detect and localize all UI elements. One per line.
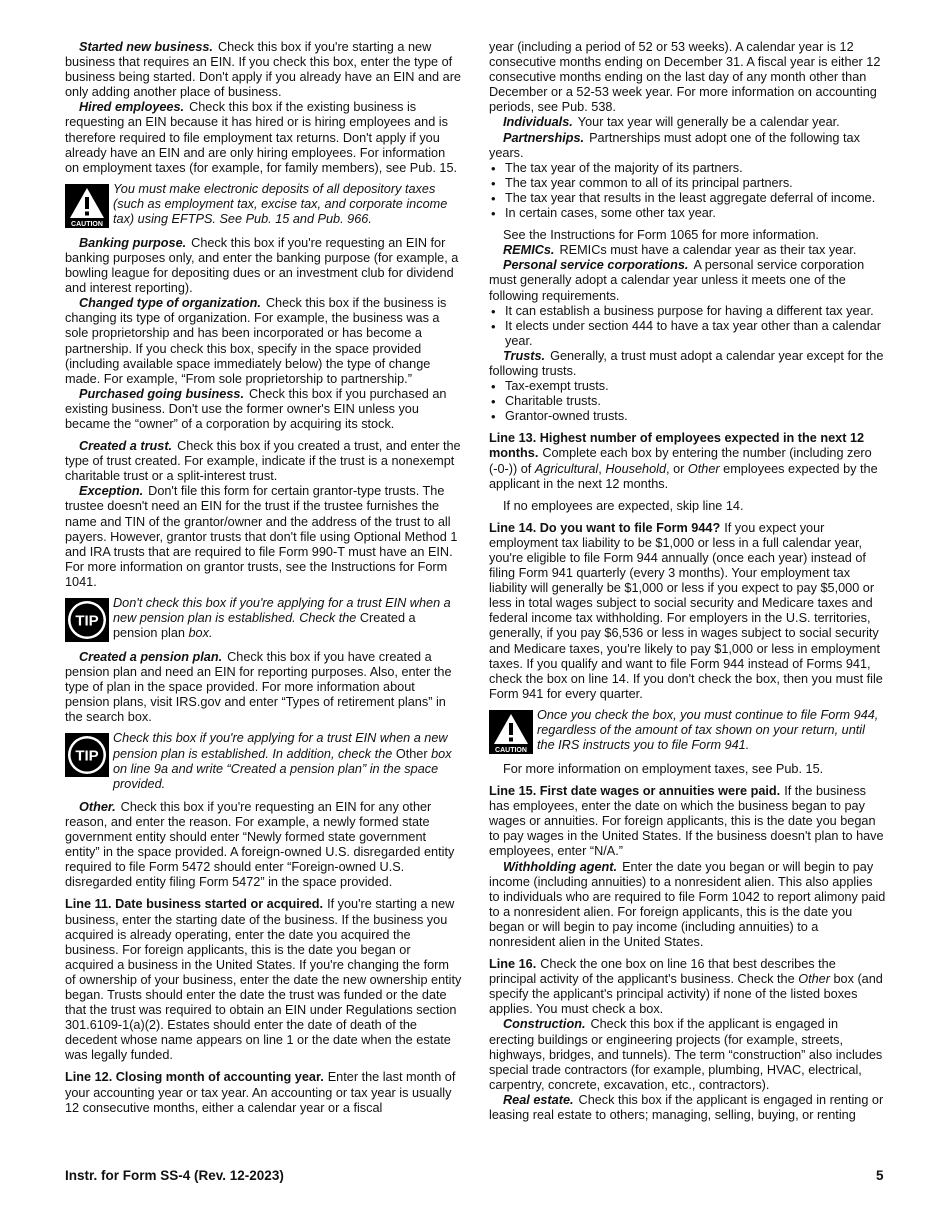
list-item: • In certain cases, some other tax year. (489, 206, 886, 221)
svg-text:TIP: TIP (75, 747, 99, 765)
run-in-head: Trusts. (503, 348, 546, 363)
tip-text-part: Don't check this box if you're applying for a trust EIN when a new pension plan is established. Check the (113, 596, 451, 626)
line-heading: Line 11. Date business started or acquired. (65, 897, 324, 912)
para-pub-15: For more information on employment taxes, see Pub. 15. (503, 761, 824, 776)
run-in-head: Banking purpose. (79, 235, 187, 250)
psc-requirements-list (489, 304, 886, 349)
list-item: • Grantor-owned trusts. (489, 409, 886, 424)
tip-text-part: box. (188, 626, 213, 641)
left-column (65, 40, 462, 1116)
tip-text-part: box on line 9a and write “Created a pension plan” in the space provided. (113, 746, 452, 791)
para-hired-employees (65, 100, 462, 175)
right-column (489, 40, 886, 1123)
para-body: If you're starting a new business, enter the starting date of the business. If the business you acquired is already operating, enter the date you acquired the business. For foreign applicants, this is the date you began or acquired a business in the United States. If you're changing the form of ownership of your business, enter the date the new ownership entity began. Trusts should enter the date the trust was funded or the date that the trust was required to obtain an EIN under Regulations section 301.6109-1(a)(2). Estates should enter the date of death of the decedent whose name appears on line 1 or the date when the estate was legally funded. (65, 897, 462, 1063)
para-construction (489, 1017, 886, 1092)
tip-icon (65, 598, 109, 642)
para-created-trust (65, 439, 462, 484)
footer-form-title: Instr. for Form SS-4 (Rev. 12-2023) (65, 1168, 284, 1183)
line-heading: Line 16. (489, 957, 537, 972)
tip-text (65, 731, 462, 791)
list-item: • Tax-exempt trusts. (489, 379, 886, 394)
line-heading: Line 14. Do you want to file Form 944? (489, 520, 721, 535)
para-body: REMICs must have a calendar year as their tax year. (559, 243, 857, 258)
tip-note-trust-ein (65, 596, 462, 642)
para-line-11 (65, 897, 462, 1063)
list-item: • The tax year common to all of its principal partners. (489, 176, 886, 191)
para-body: Check the one box on line 16 that best describes the principal activity of the applicant's business. Check the (489, 957, 836, 987)
para-body: Check this box if you purchased an existing business. Don't use the former owner's EIN unless you became the “owner” of a corporation by acquiring its stock. (65, 386, 447, 431)
para-body: Check this box if you created a trust, and enter the type of trust created. For example, indicate if the trust is a nonexempt charitable trust or a split-interest trust. (65, 439, 461, 484)
run-in-head: Construction. (503, 1017, 586, 1032)
para-no-employees: If no employees are expected, skip line 14. (503, 498, 744, 513)
caution-text: Once you check the box, you must continue to file Form 944, regardless of the amount of tax shown on your return, until the IRS instructs you to file Form 941. (537, 707, 879, 753)
para-body: Enter the date you began or will begin to pay income (including annuities) to a nonresident alien. This also applies to individuals who are required to file Form 1042 to report alimony paid to a nonresident alien. For foreign applicants, this is the date you began or will begin to pay income (including annuities) to a nonresident alien in the United States. (489, 859, 886, 949)
para-line-13 (489, 431, 886, 491)
para-body: employees expected by the applicant in the next 12 months. (489, 461, 878, 491)
caution-icon (65, 184, 109, 228)
tip-text-box-name: Created a pension plan (113, 611, 416, 641)
para-body: Complete each box by entering the number (including zero (-0-)) of (489, 446, 872, 476)
line-heading: Line 12. Closing month of accounting year. (65, 1070, 324, 1085)
run-in-head: Hired employees. (79, 100, 185, 115)
para-body: Generally, a trust must adopt a calendar year except for the following trusts. (489, 348, 884, 378)
para-banking-purpose (65, 236, 462, 296)
para-body: If you expect your employment tax liability to be $1,000 or less in a full calendar year, you're eligible to file Form 944 annually (once each year) instead of filing Form 941 quarterly (every 3 months). Your employment tax liability will generally be $1,000 or less if you expect to pay $5,000 or less in total wages subject to social security and Medicare taxes and federal income tax withholding. For employers in the U.S. territories, generally, if you pay $6,536 or less in wages subject to social security and Medicare taxes, you're likely to pay $1,000 or less in employment taxes. If you qualify and want to file Form 944 instead of Forms 941, check the box on line 14. If you don't check the box, then you must file Form 941 for every quarter. (489, 520, 883, 701)
para-personal-service-corporations (489, 258, 886, 303)
caution-text: You must make electronic deposits of all depository taxes (such as employment tax, excise tax, and corporate income tax) using EFTPS. See Pub. 15 and Pub. 966. (113, 181, 448, 227)
run-in-head: Individuals. (503, 115, 573, 130)
para-partnerships (489, 131, 886, 161)
caution-note-form-944 (489, 708, 886, 754)
run-in-head: Real estate. (503, 1092, 574, 1107)
list-item: • It elects under section 444 to have a tax year other than a calendar year. (489, 319, 886, 349)
tip-text (113, 596, 462, 641)
para-body: If the business has employees, enter the date on which the business began to pay wages or annuities. For foreign applicants, this is the date you began to pay wages in the United States. If the business doesn't plan to have employees, enter “N/A.” (489, 784, 884, 859)
partnership-tax-year-list (489, 161, 886, 221)
para-body: A personal service corporation must generally adopt a calendar year unless it meets one of the following requirements. (489, 258, 865, 303)
tip-icon (65, 733, 109, 777)
list-item: • The tax year that results in the least aggregate deferral of income. (489, 191, 886, 206)
para-body: Check this box if you're requesting an EIN for any other reason, and enter the reason. For example, a newly formed state government entity should enter “Newly formed state government entity” in the space provided. A foreign-owned U.S. disregarded entity required to file Form 5472 should enter “Foreign-owned U.S. disregarded entity filing Form 5472” in the space provided. (65, 799, 455, 890)
employee-type: Other (687, 461, 720, 476)
para-other (65, 800, 462, 891)
run-in-head: REMICs. (503, 243, 555, 258)
para-body: Enter the last month of your accounting year or tax year. An accounting or tax year is usually 12 consecutive months, either a calendar year or a fiscal (65, 1070, 456, 1115)
tip-text-part: Check this box if you're applying for a trust EIN when a new pension plan is established. In addition, check the (113, 731, 448, 761)
para-line-12 (65, 1070, 462, 1115)
para-body: Don't file this form for certain grantor-type trusts. The trustee doesn't need an EIN for the trust if the trustee furnishes the name and TIN of the grantor/owner and the address of the trust to all payers. However, grantor trusts that don't file using Optional Method 1 and IRA trusts that are required to file Form 990-T must have an EIN. For more information on grantor trusts, see the Instructions for Form 1041. (65, 484, 458, 589)
para-line-12-continued: year (including a period of 52 or 53 weeks). A calendar year is 12 consecutive months ending on December 31. A fiscal year is either 12 consecutive months ending on the last day of any month other than December or a 52-53 week year. For more information on accounting periods, see Pub. 538. (489, 40, 881, 115)
line-heading: Line 15. First date wages or annuities were paid. (489, 784, 781, 799)
para-see-1065: See the Instructions for Form 1065 for more information. (503, 228, 819, 243)
para-body: , or (666, 461, 685, 476)
para-body: , (598, 461, 602, 476)
run-in-head: Exception. (79, 484, 144, 499)
line-heading: Line 13. Highest number of employees expected in the next 12 months. (489, 431, 865, 461)
para-body: Partnerships must adopt one of the following tax years. (489, 130, 860, 160)
svg-text:TIP: TIP (75, 612, 99, 630)
run-in-head: Started new business. (79, 40, 213, 54)
list-item: • Charitable trusts. (489, 394, 886, 409)
para-remics (489, 243, 886, 258)
para-started-new-business (65, 40, 462, 100)
para-line-14 (489, 521, 886, 702)
para-body: Your tax year will generally be a calendar year. (577, 115, 840, 130)
svg-text:CAUTION: CAUTION (71, 220, 103, 228)
svg-text:CAUTION: CAUTION (495, 746, 527, 754)
para-body: Check this box if the existing business is requesting an EIN because it has hired or is hiring employees and is therefore required to file employment tax returns. Don't apply if you already have an EIN and are only hiring employees. For information on employment taxes (for example, for family members), see Pub. 15. (65, 100, 458, 175)
employee-type: Agricultural (534, 461, 599, 476)
list-item: • The tax year of the majority of its partners. (489, 161, 886, 176)
run-in-head: Personal service corporations. (503, 258, 689, 273)
para-body: box (and specify the applicant's principal activity) if none of the listed boxes applies. You must check a box. (489, 972, 883, 1017)
para-body: Check this box if the business is changing its type of organization. For example, the business was a sole proprietorship and has been incorporated or has become a partnership. If you check this box, specify in the space provided (including available space immediately below) the type of change made. For example, “From sole proprietorship to partnership.” (65, 296, 447, 386)
para-individuals (489, 115, 886, 130)
page-number: 5 (876, 1168, 884, 1183)
para-body: Check this box if you're requesting an EIN for banking purposes only, and enter the banking purpose (for example, a bowling league for depositing dues or an investment club for dividend and interest reporting). (65, 235, 459, 296)
para-body: Check this box if the applicant is engaged in erecting buildings or engineering projects (for example, streets, highways, bridges, and tunnels). The term “construction” also includes special trade contractors (for example, plumbing, HVAC, electrical, carpentry, concrete, excavation, etc., contractors). (489, 1017, 883, 1092)
caution-icon (489, 710, 533, 754)
para-created-pension-plan (65, 650, 462, 725)
para-real-estate (489, 1093, 886, 1123)
para-body: Check this box if you're starting a new business that requires an EIN. If you check this box, enter the type of business being started. Don't apply if you already have an EIN and are only adding another place of business. (65, 40, 461, 100)
para-line-15 (489, 784, 886, 859)
run-in-head: Created a pension plan. (79, 650, 223, 664)
run-in-head: Changed type of organization. (79, 296, 261, 311)
run-in-head: Purchased going business. (79, 386, 244, 401)
para-changed-type (65, 296, 462, 387)
tip-text-box-name: Other (395, 746, 428, 761)
run-in-head: Withholding agent. (503, 859, 618, 874)
para-body: Check this box if you have created a pension plan and need an EIN for reporting purposes. Also, enter the type of plan in the space provided. For more information about pension plans, visit IRS.gov and enter “Types of retirement plans” in the search box. (65, 650, 452, 725)
trust-exceptions-list (489, 379, 886, 424)
para-exception (65, 484, 462, 590)
box-name: Other (798, 972, 830, 987)
para-withholding-agent (489, 860, 886, 951)
run-in-head: Created a trust. (79, 439, 173, 454)
para-trusts (489, 349, 886, 379)
caution-note-eftps (65, 182, 462, 228)
list-item: • It can establish a business purpose for having a different tax year. (489, 304, 886, 319)
employee-type: Household (605, 461, 667, 476)
tip-note-pension-plan (65, 731, 462, 791)
para-body: Check this box if the applicant is engaged in renting or leasing real estate to others; managing, selling, buying, or renting (489, 1092, 884, 1122)
para-purchased-business (65, 387, 462, 432)
para-line-16 (489, 957, 886, 1017)
run-in-head: Other. (79, 799, 116, 814)
run-in-head: Partnerships. (503, 130, 585, 145)
